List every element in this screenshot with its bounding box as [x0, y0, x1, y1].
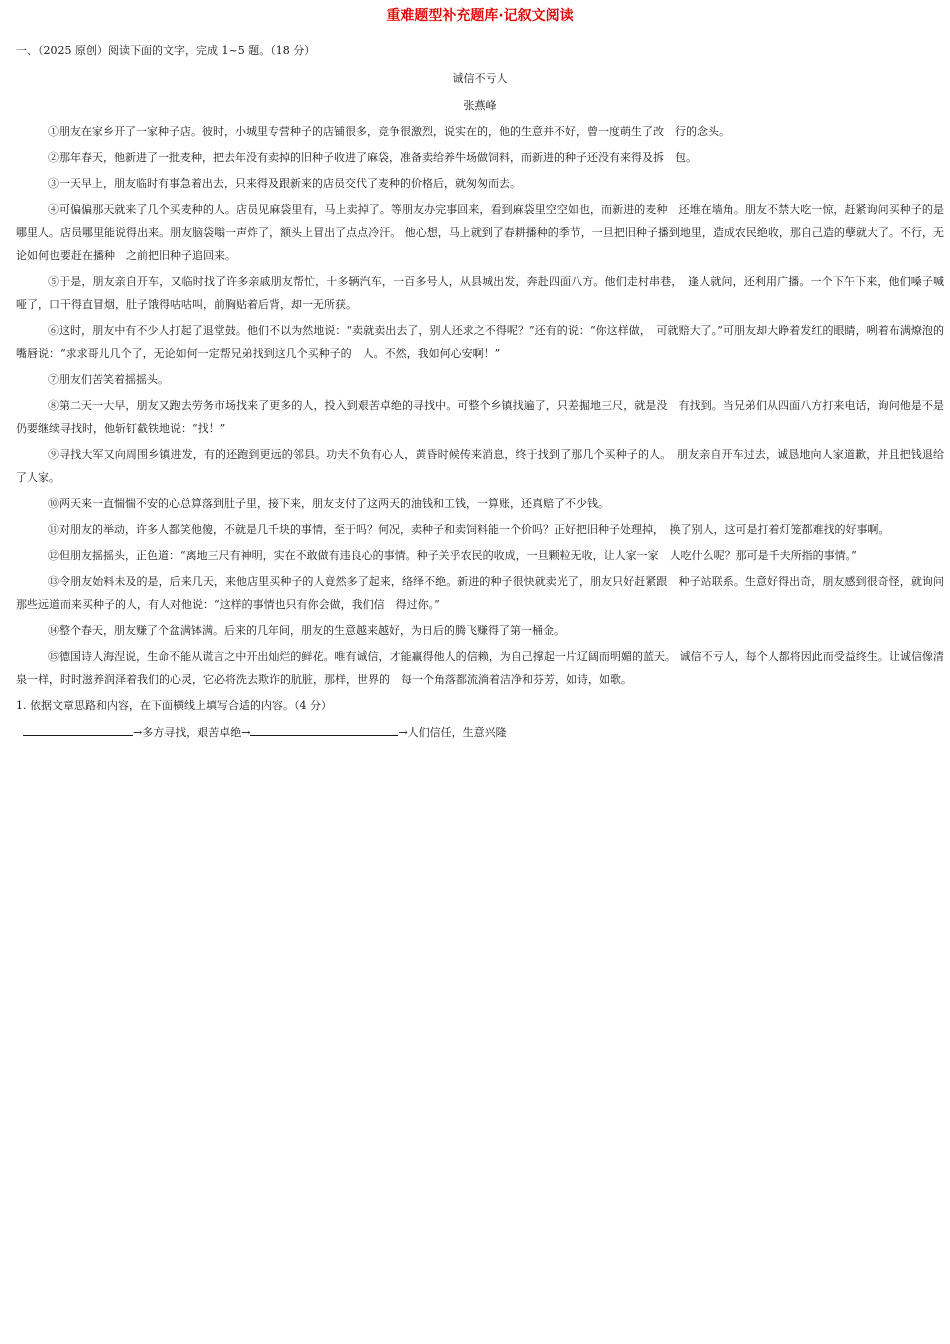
flow-step-4: 人们信任，生意兴隆 — [407, 726, 507, 739]
article-title: 诚信不亏人 — [452, 72, 508, 85]
flow-arrow: → — [133, 726, 143, 739]
paragraph-12: ⑫但朋友摇摇头，正色道：“离地三尺有神明，实在不敢做有违良心的事情。种子关乎农民的收成，一旦颗粒无收，让人家一家 人吃什么呢？那可是千夫所指的事情。” — [48, 549, 857, 562]
flow-arrow: → — [398, 726, 408, 739]
paragraph-3: ③一天早上，朋友临时有事急着出去，只来得及跟新来的店员交代了麦种的价格后，就匆匆而去。 — [48, 177, 521, 190]
answer-blank-2[interactable] — [250, 721, 398, 736]
article-author: 张燕峰 — [463, 99, 497, 112]
paragraph-8: ⑧第二天一大早，朋友又跑去劳务市场找来了更多的人，投入到艰苦卓绝的寻找中。可整个乡镇找遍了，只差掘地三尺，就是没 有找到。当兄弟们从四面八方打来电话，询问他是不是仍要继续寻找时，他斩钉截铁地说：“找！” — [16, 399, 944, 435]
question-1-prompt: 1. 依据文章思路和内容，在下面横线上填写合适的内容。（4 分） — [16, 699, 332, 712]
paragraph-4: ④可偏偏那天就来了几个买麦种的人。店员见麻袋里有，马上卖掉了。等朋友办完事回来，看到麻袋里空空如也，而新进的麦种 还堆在墙角。朋友不禁大吃一惊，赶紧询问买种子的是哪里人。店员哪里能说得出来。朋友脑袋嗡一声炸了，额头上冒出了点点冷汗。 他心想，马上就到了春耕播种的季节，一旦把旧种子播到地里，造成农民绝收，那自己造的孽就大了。不行，无论如何也要赶在播种 之前把旧种子追回来。 — [16, 203, 944, 262]
section-header: 一、（2025 原创）阅读下面的文字，完成 1~5 题。（18 分） — [16, 44, 316, 57]
paragraph-13: ⑬令朋友始料未及的是，后来几天，来他店里买种子的人竟然多了起来，络绎不绝。新进的种子很快就卖光了，朋友只好赶紧跟 种子站联系。生意好得出奇，朋友感到很奇怪，就询问那些远道而来买种子的人，有人对他说：“这样的事情也只有你会做，我们信 得过你。” — [16, 575, 944, 611]
paragraph-1: ①朋友在家乡开了一家种子店。彼时，小城里专营种子的店铺很多，竞争很激烈，说实在的，他的生意并不好，曾一度萌生了改 行的念头。 — [48, 125, 730, 138]
paragraph-2: ②那年春天，他新进了一批麦种，把去年没有卖掉的旧种子收进了麻袋，准备卖给养牛场做饲料，而新进的种子还没有来得及拆 包。 — [48, 151, 697, 164]
question-1-flow — [16, 721, 944, 744]
document-title: 重难题型补充题库·记叙文阅读 — [386, 8, 574, 24]
paragraph-5: ⑤于是，朋友亲自开车，又临时找了许多亲戚朋友帮忙，十多辆汽车，一百多号人，从县城出发，奔赴四面八方。他们走村串巷， 逢人就问，还利用广播。一个下午下来，他们嗓子喊哑了，口干得直冒烟，肚子饿得咕咕叫，前胸贴着后背，却一无所获。 — [16, 275, 944, 311]
flow-step-2: 多方寻找，艰苦卓绝 — [142, 726, 242, 739]
article-body — [16, 120, 944, 691]
paragraph-10: ⑩两天来一直惴惴不安的心总算落到肚子里，接下来，朋友支付了这两天的油钱和工钱，一算账，还真赔了不少钱。 — [48, 497, 609, 510]
paragraph-11: ⑪对朋友的举动，许多人都笑他傻，不就是几千块的事情，至于吗？何况，卖种子和卖饲料能一个价吗？正好把旧种子处理掉， 换了别人，这可是打着灯笼都难找的好事啊。 — [48, 523, 890, 536]
flow-arrow: → — [241, 726, 251, 739]
paragraph-7: ⑦朋友们苦笑着摇摇头。 — [48, 373, 169, 386]
paragraph-6: ⑥这时，朋友中有不少人打起了退堂鼓。他们不以为然地说：“卖就卖出去了，别人还求之不得呢？”还有的说：“你这样做， 可就赔大了。”可朋友却大睁着发红的眼睛，咧着布满燎泡的嘴唇说：“求求哥儿几个了，无论如何一定帮兄弟找到这几个买种子的 人。不然，我如何心安啊！” — [16, 324, 944, 360]
answer-blank-1[interactable] — [23, 721, 133, 736]
paragraph-14: ⑭整个春天，朋友赚了个盆满钵满。后来的几年间，朋友的生意越来越好，为日后的腾飞赚得了第一桶金。 — [48, 624, 565, 637]
paragraph-15: ⑮德国诗人海涅说，生命不能从谎言之中开出灿烂的鲜花。唯有诚信，才能赢得他人的信赖，为自己撑起一片辽阔而明媚的蓝天。 诚信不亏人，每个人都将因此而受益终生。让诚信像清泉一样，时时滋养润泽着我们的心灵，它必将洗去欺诈的肮脏，那样，世界的 每一个角落都流淌着洁净和芬芳，如诗，如歌。 — [16, 650, 944, 686]
paragraph-9: ⑨寻找大军又向周围乡镇进发，有的还跑到更远的邻县。功夫不负有心人，黄昏时候传来消息，终于找到了那几个买种子的人。 朋友亲自开车过去，诚恳地向人家道歉，并且把钱退给了人家。 — [16, 448, 944, 484]
